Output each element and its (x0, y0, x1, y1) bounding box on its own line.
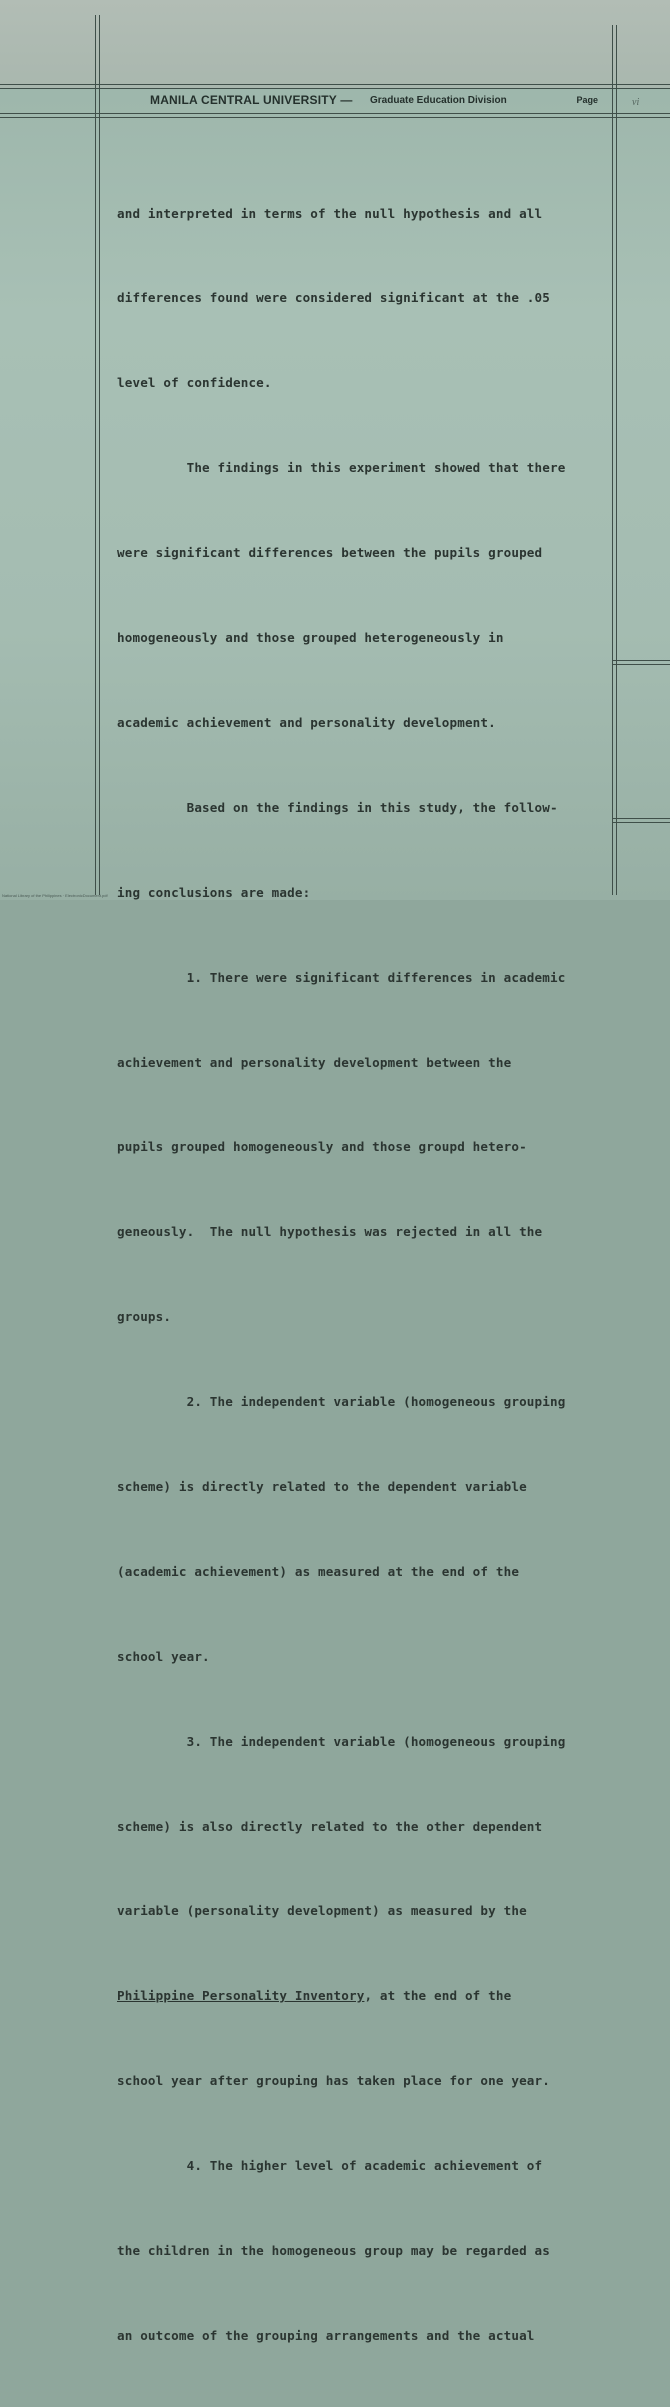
page-number: vi (632, 97, 640, 108)
university-name: MANILA CENTRAL UNIVERSITY — (150, 93, 353, 107)
text-line: 2. The independent variable (homogeneous grouping (117, 1394, 566, 1410)
right-margin-rule-inner (616, 25, 617, 895)
text-line: the children in the homogeneous group may be regarded as (117, 2242, 550, 2258)
header-rule-top-inner (0, 88, 670, 89)
body-text (117, 143, 612, 2407)
division-name: Graduate Education Division (370, 95, 507, 106)
page-label: Page (576, 95, 598, 105)
text-line: groups. (117, 1309, 172, 1325)
text-line: 4. The higher level of academic achievement of (117, 2158, 543, 2174)
text-line: pupils grouped homogeneously and those groupd hetero- (117, 1139, 527, 1155)
right-margin-tick-4 (612, 822, 670, 823)
text-line: homogeneously and those grouped heterogeneously in (117, 630, 504, 646)
underlined-title: Philippine Personality Inventory (117, 1988, 365, 2004)
text-line: and interpreted in terms of the null hypothesis and all (117, 205, 543, 221)
text-line: school year after grouping has taken place for one year. (117, 2073, 550, 2089)
left-margin-rule (95, 15, 96, 895)
text-line-inventory (117, 1982, 612, 2010)
header-rule-top (0, 84, 670, 85)
left-margin-rule-inner (99, 15, 100, 895)
text-line: Based on the findings in this study, the follow- (117, 799, 558, 815)
text-line: The findings in this experiment showed that there (117, 460, 566, 476)
text-line: 1. There were significant differences in academic (117, 969, 566, 985)
text-line: 3. The independent variable (homogeneous grouping (117, 1733, 566, 1749)
page-header (150, 93, 610, 113)
text-line: ing conclusions are made: (117, 884, 311, 900)
text-line: an outcome of the grouping arrangements and the actual (117, 2327, 535, 2343)
text-line: achievement and personality development between the (117, 1054, 512, 1070)
text-line: geneously. The null hypothesis was rejected in all the (117, 1224, 543, 1240)
text-line: school year. (117, 1648, 210, 1664)
page-top-margin (0, 0, 670, 88)
text-line: academic achievement and personality development. (117, 714, 496, 730)
right-margin-rule (612, 25, 613, 895)
text-line: scheme) is directly related to the dependent variable (117, 1478, 527, 1494)
right-margin-tick (612, 660, 670, 661)
text-line: variable (personality development) as measured by the (117, 1903, 527, 1919)
text-line: level of confidence. (117, 375, 272, 391)
text-line-rest: , at the end of the (364, 1988, 512, 2004)
text-line: scheme) is also directly related to the other dependent (117, 1818, 543, 1834)
right-margin-tick-3 (612, 818, 670, 819)
right-margin-tick-2 (612, 664, 670, 665)
scan-footer: National Library of the Philippines · ElectronicDocument.pdf (2, 893, 108, 898)
text-line: were significant differences between the pupils grouped (117, 545, 543, 561)
header-rule-bottom-inner (0, 117, 670, 118)
header-rule-bottom (0, 113, 670, 114)
text-line: (academic achievement) as measured at the end of the (117, 1563, 520, 1579)
text-line: differences found were considered significant at the .05 (117, 290, 550, 306)
